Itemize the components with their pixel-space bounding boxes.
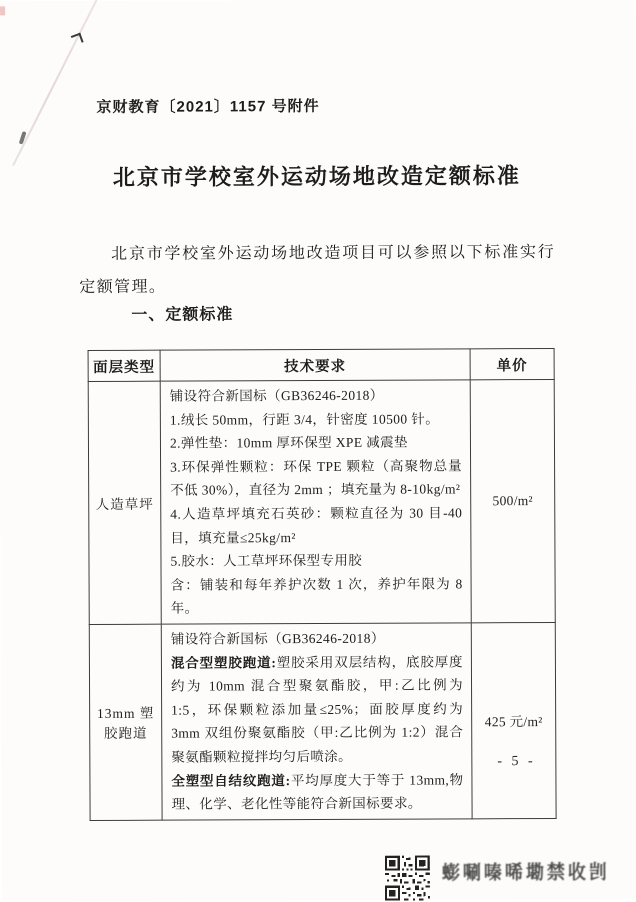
surface-type-cell: 13mm 塑胶跑道 — [89, 624, 162, 820]
header-surface-type: 面层类型 — [88, 350, 160, 381]
table-header-row — [88, 348, 554, 381]
unit-price-cell: 425 元/m² — [471, 622, 556, 818]
requirements-cell — [160, 380, 471, 624]
corner-scan-mark — [0, 6, 5, 15]
table-row-rubber-track — [89, 622, 556, 820]
requirement-line: 4.人造草坪填充石英砂：颗粒直径为 30 目-40 目，填充量≤25kg/m² — [170, 505, 463, 546]
intro-paragraph: 北京市学校室外运动场地改造项目可以参照以下标准实行定额管理。 — [79, 243, 556, 297]
requirement-line: 3.环保弹性颗粒：环保 TPE 颗粒（高聚物总量不低 30%），直径为 2mm ；填充量为 8-10kg/m² — [170, 458, 463, 499]
crease-pen-mark — [71, 33, 84, 46]
digital-stamp-text: 蟛唰嗪唏墈禁收剀 — [441, 861, 610, 884]
table-row-artificial-turf — [88, 379, 555, 624]
requirement-line: 含：铺装和每年养护次数 1 次，养护年限为 8 年。 — [170, 576, 463, 616]
qr-code — [385, 856, 430, 901]
requirement-line: 全塑型自结纹跑道:平均厚度大于等于 13mm,物理、化学、老化性等能符合新国标要求。 — [171, 771, 464, 812]
surface-type-cell: 人造草坪 — [88, 381, 161, 624]
unit-price-cell: 500/m² — [470, 379, 555, 622]
requirement-line: 2.弹性垫：10mm 厚环保型 XPE 减震垫 — [169, 434, 408, 451]
requirement-line: 1.绒长 50mm，行距 3/4，针密度 10500 针。 — [169, 411, 440, 428]
requirement-line: 铺设符合新国标（GB36246-2018） — [170, 630, 385, 647]
requirement-line: 铺设符合新国标（GB36246-2018） — [169, 387, 384, 404]
requirement-line: 混合型塑胶跑道:塑胶采用双层结构，底胶厚度约为 10mm 混合型聚氨酯胶，甲:乙比例为 1:5，环保颗粒添加量≤25%；面胶厚度约为 3mm 双组份聚氨酯胶（甲:乙比例为 1:2）混合聚氨酯颗粒搅拌均匀后喷涂。 — [170, 653, 464, 765]
header-tech-requirements: 技术要求 — [160, 349, 470, 381]
page-number: - 5 - — [497, 754, 536, 770]
header-unit-price: 单价 — [470, 348, 554, 379]
section-heading: 一、定额标准 — [131, 306, 234, 324]
fold-crease-line — [12, 0, 102, 166]
document-title: 北京市学校室外运动场地改造定额标准 — [112, 163, 521, 190]
document-reference: 京财教育〔2021〕1157 号附件 — [96, 97, 320, 116]
quota-standard-table — [88, 348, 557, 821]
requirements-cell — [161, 623, 472, 820]
requirement-line: 5.胶水：人工草坪环保型专用胶 — [170, 552, 363, 569]
